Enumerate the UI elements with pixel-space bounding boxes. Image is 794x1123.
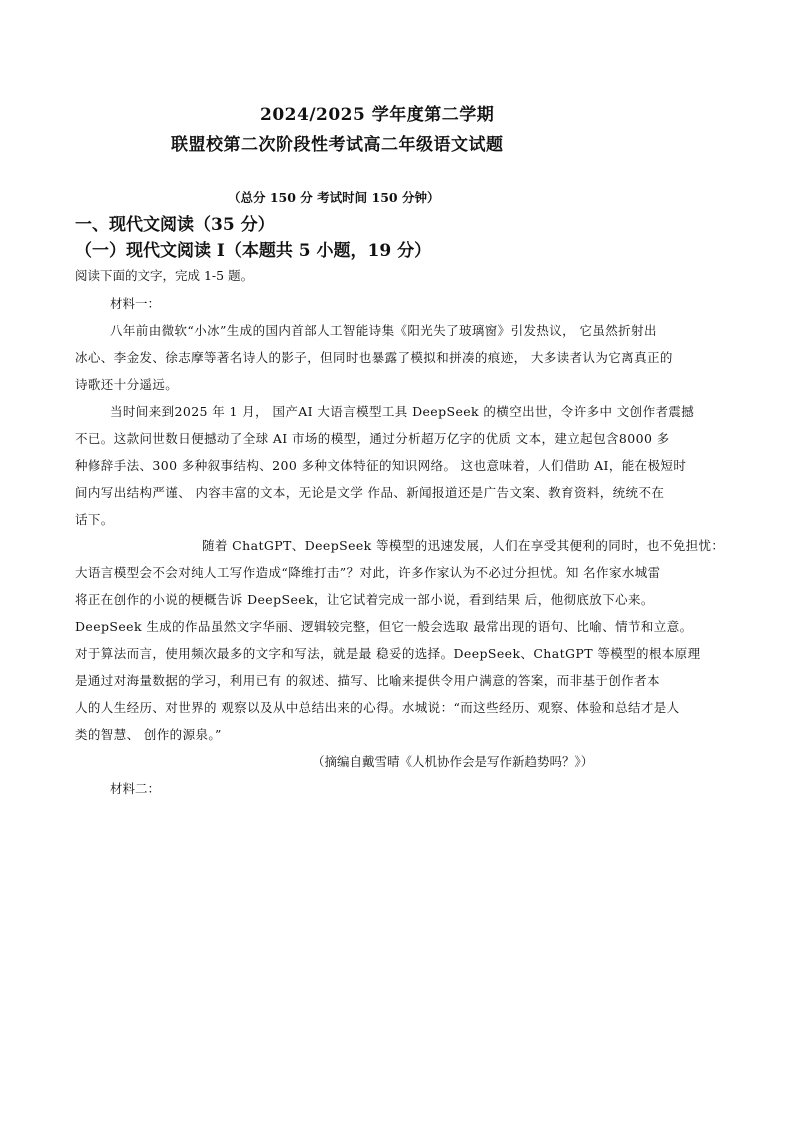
material-one-line: 种修辞手法、300 多种叙事结构、200 多种文体特征的知识网络。 这也意味着，人们借助 AI，能在极短时 xyxy=(75,458,687,473)
material-one-line: DeepSeek 生成的作品虽然文字华丽、逻辑较完整，但它一般会选取 最常出现的语句、比喻、情节和立意。 xyxy=(75,619,693,634)
material-one-line: 随着 ChatGPT、DeepSeek 等模型的迅速发展，人们在享受其便利的同时，也不免担忧： xyxy=(202,538,725,553)
section-heading: 一、现代文阅读（35 分） xyxy=(75,215,275,235)
material-one-line: 大语言模型会不会对纯人工写作造成“降维打击”？对此，许多作家认为不必过分担忧。知 名作家水城雷 xyxy=(75,565,661,580)
section-subheading: （一）现代文阅读 Ⅰ（本题共 5 小题，19 分） xyxy=(75,241,432,261)
exam-title-line1: 2024/2025 学年度第二学期 xyxy=(260,105,495,125)
material-one-line: 不已。这款问世数日便撼动了全球 AI 市场的模型，通过分析超万亿字的优质 文本，建立起包含8000 多 xyxy=(75,431,670,446)
material-two-label: 材料二： xyxy=(110,781,161,796)
reading-instruction: 阅读下面的文字，完成 1-5 题。 xyxy=(75,268,254,283)
material-one-line: 对于算法而言，使用频次最多的文字和写法，就是最 稳妥的选择。DeepSeek、ChatGPT 等模型的根本原理 xyxy=(75,646,701,661)
material-one-line: 当时间来到2025 年 1 月， 国产AI 大语言模型工具 DeepSeek 的横空出世，令许多中 文创作者震撼 xyxy=(110,404,695,419)
exam-title-line2: 联盟校第二次阶段性考试高二年级语文试题 xyxy=(171,135,504,155)
material-one-line: 人的人生经历、对世界的 观察以及从中总结出来的心得。水城说：“而这些经历、观察、体验和总结才是人 xyxy=(75,700,680,715)
material-one-line: 八年前由微软“小冰”生成的国内首部人工智能诗集《阳光失了玻璃窗》引发热议， 它虽然折射出 xyxy=(110,323,657,338)
material-one-line: 话下。 xyxy=(75,512,114,527)
material-one-label: 材料一： xyxy=(110,296,161,311)
material-one-line: 冰心、李金发、徐志摩等著名诗人的影子，但同时也暴露了模拟和拼凑的痕迹， 大多读者认为它离真正的 xyxy=(75,350,673,365)
material-one-line: 诗歌还十分遥远。 xyxy=(75,377,179,392)
material-one-line: 间内写出结构严谨、 内容丰富的文本，无论是文学 作品、新闻报道还是广告文案、教育资料，统统不在 xyxy=(75,485,665,500)
material-one-line: 将正在创作的小说的梗概告诉 DeepSeek，让它试着完成一部小说，看到结果 后，他彻底放下心来。 xyxy=(75,592,654,607)
material-one-line: 是通过对海量数据的学习，利用已有 的叙述、描写、比喻来提供令用户满意的答案，而非基于创作者本 xyxy=(75,673,660,688)
exam-meta: （总分 150 分 考试时间 150 分钟） xyxy=(228,190,440,205)
material-one-line: 类的智慧、 创作的源泉。” xyxy=(75,727,222,742)
material-one-source: （摘编自戴雪晴《人机协作会是写作新趋势吗？》） xyxy=(312,754,594,769)
